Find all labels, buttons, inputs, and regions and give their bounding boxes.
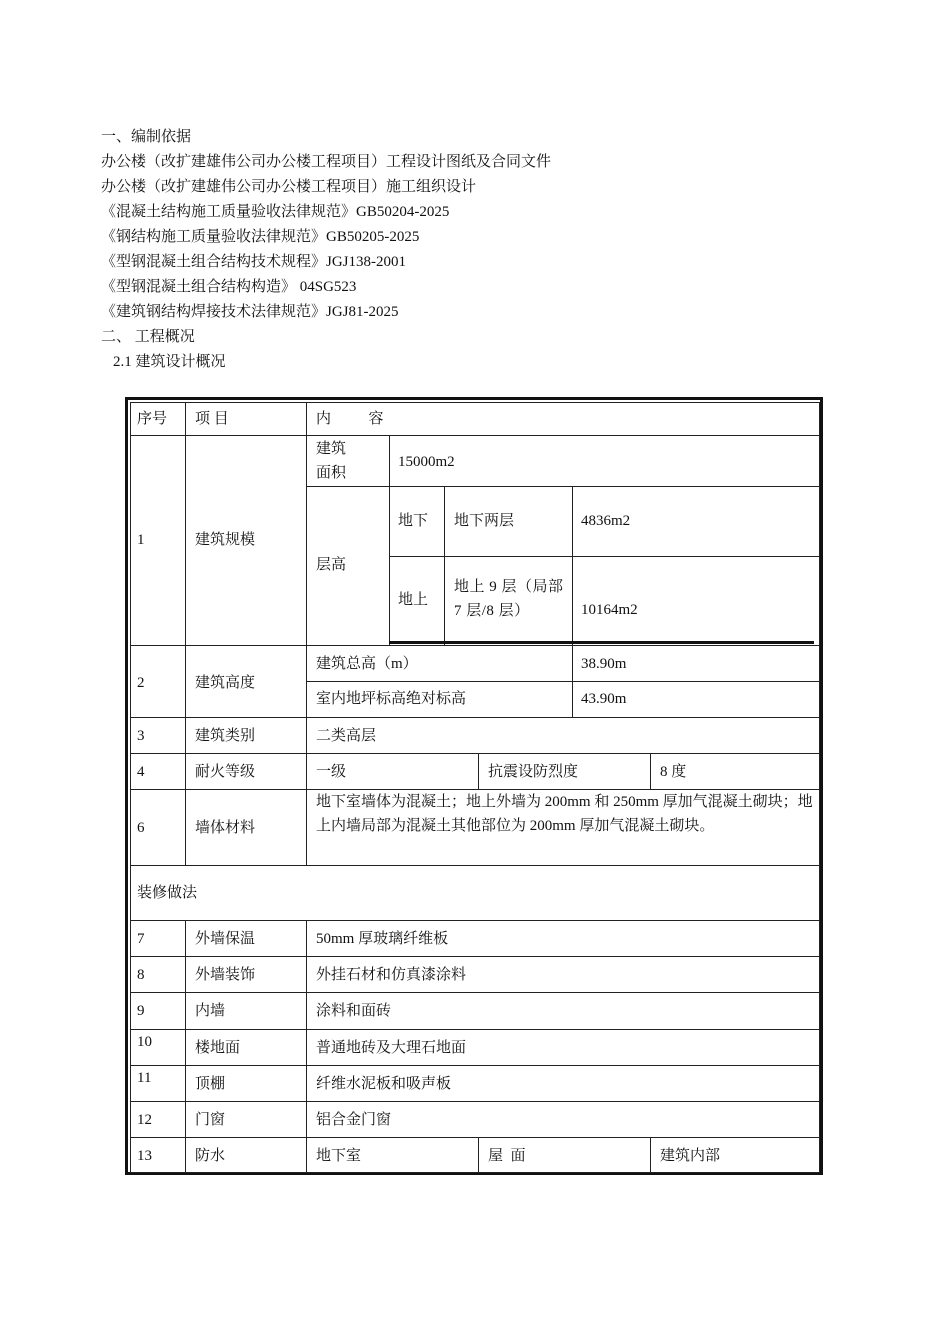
table-row-item: 外墙装饰 bbox=[185, 956, 307, 993]
table-row-item: 建筑高度 bbox=[185, 645, 307, 718]
basis-item: 《建筑钢结构焊接技术法律规范》JGJ81-2025 bbox=[101, 304, 399, 320]
table-row-value: 涂料和面砖 bbox=[306, 992, 820, 1030]
table-row-item: 顶棚 bbox=[185, 1065, 307, 1102]
divider bbox=[389, 641, 814, 644]
table-row-number: 11 bbox=[130, 1065, 186, 1102]
above-ground-desc-cell: 地上 9 层（局部 7 层/8 层） bbox=[444, 556, 573, 646]
wall-material-value-cell: 地下室墙体为混凝土；地上外墙为 200mm 和 250mm 厚加气混凝土砌块；地上内墙局部为混凝土其他部位为 200mm 厚加气混凝土砌块。 bbox=[306, 789, 820, 866]
table-header-cell: 内 容 bbox=[306, 402, 820, 436]
table-row-item: 建筑规模 bbox=[185, 435, 307, 646]
table-row-item: 防水 bbox=[185, 1137, 307, 1173]
total-height-value-cell: 38.90m bbox=[572, 645, 820, 682]
basis-item: 办公楼（改扩建雄伟公司办公楼工程项目）施工组织设计 bbox=[101, 179, 477, 195]
basis-item: 《混凝土结构施工质量验收法律规范》GB50204-2025 bbox=[101, 204, 450, 220]
waterproof-interior-cell: 建筑内部 bbox=[650, 1137, 820, 1173]
table-row-value: 铝合金门窗 bbox=[306, 1101, 820, 1138]
area-value-cell: 15000m2 bbox=[389, 435, 820, 487]
table-row-item: 门窗 bbox=[185, 1101, 307, 1138]
table-row-value: 纤维水泥板和吸声板 bbox=[306, 1065, 820, 1102]
basis-item: 《钢结构施工质量验收法律规范》GB50205-2025 bbox=[101, 229, 420, 245]
fire-rating-value-cell: 一级 bbox=[306, 753, 479, 790]
basis-item: 《型钢混凝土组合结构技术规程》JGJ138-2001 bbox=[101, 254, 407, 270]
floor-height-label-cell: 层高 bbox=[306, 486, 390, 646]
waterproof-basement-cell: 地下室 bbox=[306, 1137, 479, 1173]
above-ground-value-cell: 10164m2 bbox=[572, 556, 820, 646]
table-header-cell: 序号 bbox=[130, 402, 186, 436]
waterproof-roof-cell: 屋 面 bbox=[478, 1137, 651, 1173]
table-row-number: 7 bbox=[130, 920, 186, 957]
above-ground-label-cell: 地上 bbox=[389, 556, 445, 646]
table-row-value: 普通地砖及大理石地面 bbox=[306, 1029, 820, 1066]
below-ground-label-cell: 地下 bbox=[389, 486, 445, 557]
area-label-cell: 建筑 面积 bbox=[306, 435, 390, 487]
table-row-number: 1 bbox=[130, 435, 186, 646]
table-row-item: 内墙 bbox=[185, 992, 307, 1030]
table-row-number: 6 bbox=[130, 789, 186, 866]
table-row-number: 10 bbox=[130, 1029, 186, 1066]
basis-item: 《型钢混凝土组合结构构造》 04SG523 bbox=[101, 279, 357, 295]
table-row-value: 外挂石材和仿真漆涂料 bbox=[306, 956, 820, 993]
seismic-label-cell: 抗震设防烈度 bbox=[478, 753, 651, 790]
basis-item: 办公楼（改扩建雄伟公司办公楼工程项目）工程设计图纸及合同文件 bbox=[101, 154, 552, 170]
table-row-value: 二类高层 bbox=[306, 717, 820, 754]
table-row-number: 13 bbox=[130, 1137, 186, 1173]
table-row-number: 9 bbox=[130, 992, 186, 1030]
table-row-number: 12 bbox=[130, 1101, 186, 1138]
subsection-heading: 2.1 建筑设计概况 bbox=[113, 354, 226, 370]
seismic-value-cell: 8 度 bbox=[650, 753, 820, 790]
table-row-item: 外墙保温 bbox=[185, 920, 307, 957]
table-row-item: 墙体材料 bbox=[185, 789, 307, 866]
total-height-label-cell: 建筑总高（m） bbox=[306, 645, 573, 682]
table-row-value: 50mm 厚玻璃纤维板 bbox=[306, 920, 820, 957]
below-ground-value-cell: 4836m2 bbox=[572, 486, 820, 557]
below-ground-desc-cell: 地下两层 bbox=[444, 486, 573, 557]
table-row-item: 建筑类别 bbox=[185, 717, 307, 754]
table-row-number: 4 bbox=[130, 753, 186, 790]
section-heading-overview: 二、 工程概况 bbox=[101, 329, 195, 345]
table-row-number: 2 bbox=[130, 645, 186, 718]
table-row-item: 耐火等级 bbox=[185, 753, 307, 790]
decoration-section-cell: 装修做法 bbox=[130, 865, 820, 921]
table-header-cell: 项 目 bbox=[185, 402, 307, 436]
table-row-item: 楼地面 bbox=[185, 1029, 307, 1066]
elevation-label-cell: 室内地坪标高绝对标高 bbox=[306, 681, 573, 718]
elevation-value-cell: 43.90m bbox=[572, 681, 820, 718]
table-row-number: 8 bbox=[130, 956, 186, 993]
table-row-number: 3 bbox=[130, 717, 186, 754]
section-heading-basis: 一、编制依据 bbox=[101, 129, 192, 145]
